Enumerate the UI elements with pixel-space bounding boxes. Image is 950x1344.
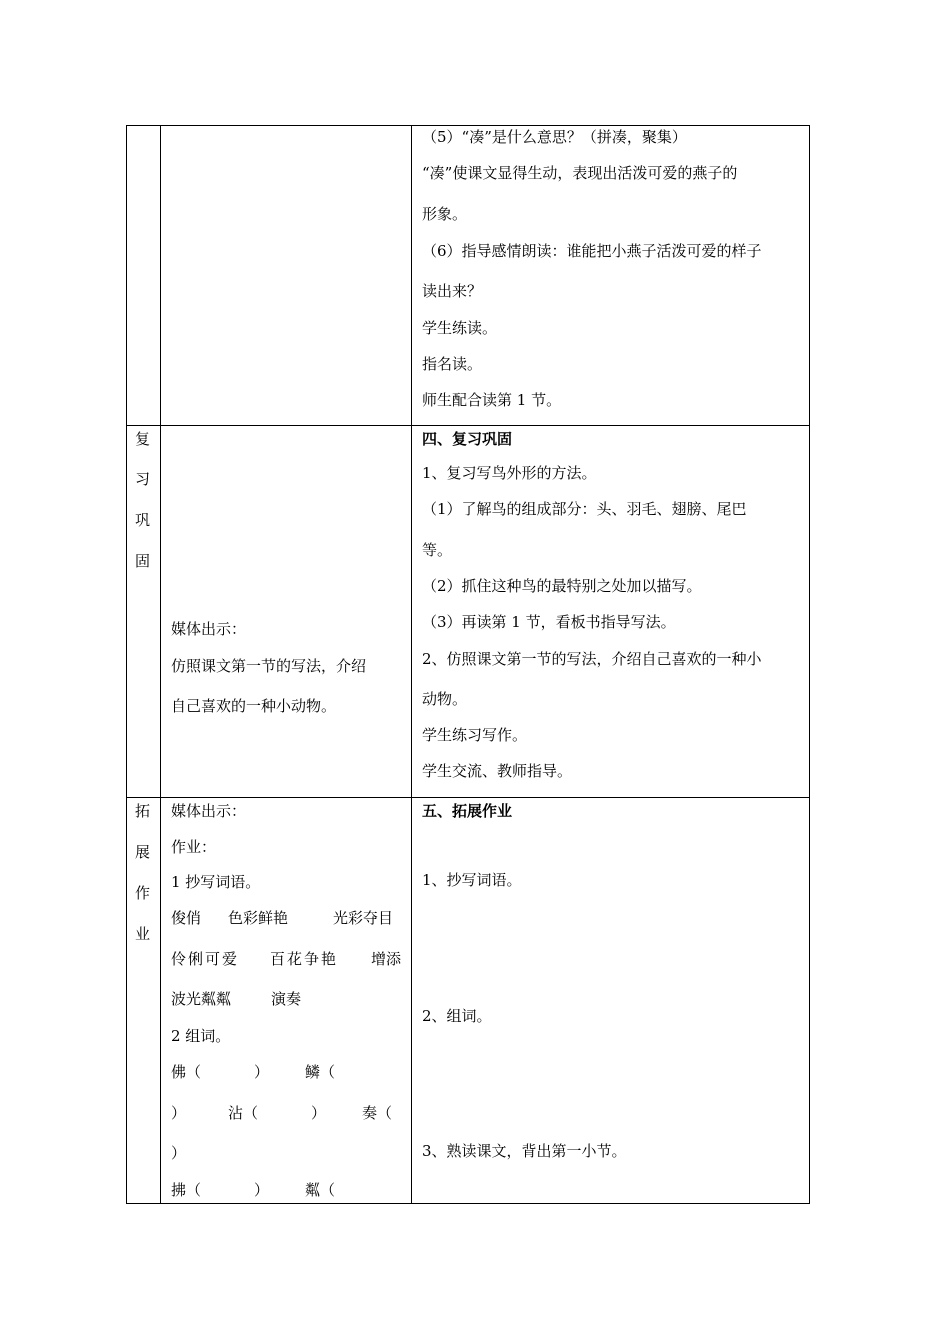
word-building-item: 拂（ bbox=[171, 1181, 202, 1199]
process-line: （6）指导感情朗读：谁能把小燕子活泼可爱的样子 bbox=[422, 242, 762, 260]
process-line: 读出来？ bbox=[422, 282, 483, 300]
vocab-word: 俊俏 bbox=[171, 909, 202, 927]
process-line: 形象。 bbox=[422, 205, 468, 223]
stage-label-char: 业 bbox=[135, 925, 151, 943]
process-line: “凑”使课文显得生动，表现出活泼可爱的燕子的 bbox=[422, 164, 738, 182]
word-building-item: ） bbox=[311, 1104, 327, 1122]
vocab-word: 增添 bbox=[371, 950, 402, 968]
table-border-right bbox=[809, 125, 810, 1204]
stage-label-char: 固 bbox=[135, 552, 151, 570]
section-heading: 五、拓展作业 bbox=[422, 802, 513, 820]
process-line: （3）再读第 1 节，看板书指导写法。 bbox=[422, 613, 676, 631]
stage-label-char: 展 bbox=[135, 843, 151, 861]
process-line: 师生配合读第 1 节。 bbox=[422, 391, 562, 409]
process-line: 学生练读。 bbox=[422, 319, 498, 337]
process-line: （5）“凑”是什么意思？（拼凑，聚集） bbox=[422, 128, 687, 146]
row-divider-1 bbox=[126, 425, 810, 426]
word-building-item: 鳞（ bbox=[305, 1063, 336, 1081]
media-line: 自己喜欢的一种小动物。 bbox=[171, 697, 337, 715]
process-line: 学生练习写作。 bbox=[422, 726, 528, 744]
vocab-word: 伶俐可爱 bbox=[171, 950, 240, 968]
vocab-word: 色彩鲜艳 bbox=[228, 909, 289, 927]
row-divider-2 bbox=[126, 797, 810, 798]
vocab-word: 百花争艳 bbox=[270, 950, 339, 968]
media-line: 1 抄写词语。 bbox=[171, 873, 261, 891]
process-line: （1）了解鸟的组成部分：头、羽毛、翅膀、尾巴 bbox=[422, 500, 747, 518]
vocab-word: 波光粼粼 bbox=[171, 990, 232, 1008]
stage-label-char: 复 bbox=[135, 430, 151, 448]
process-line: （2）抓住这种鸟的最特别之处加以描写。 bbox=[422, 577, 702, 595]
media-line: 作业： bbox=[171, 838, 217, 856]
vocab-word: 光彩夺目 bbox=[333, 909, 394, 927]
table-border-left bbox=[126, 125, 127, 1204]
process-line: 等。 bbox=[422, 541, 453, 559]
table-border-bottom bbox=[126, 1203, 810, 1204]
section-heading: 四、复习巩固 bbox=[422, 430, 513, 448]
word-building-item: ） bbox=[254, 1063, 270, 1081]
stage-label-char: 拓 bbox=[135, 802, 151, 820]
column-divider-2 bbox=[411, 125, 412, 1204]
stage-label-char: 作 bbox=[135, 884, 151, 902]
vocab-word: 演奏 bbox=[271, 990, 302, 1008]
word-building-item: ） bbox=[171, 1104, 187, 1122]
word-building-item: ） bbox=[171, 1144, 187, 1162]
homework-item: 3、熟读课文，背出第一小节。 bbox=[422, 1142, 627, 1160]
process-line: 动物。 bbox=[422, 690, 468, 708]
process-line: 1、复习写鸟外形的方法。 bbox=[422, 464, 597, 482]
homework-item: 2、组词。 bbox=[422, 1007, 492, 1025]
word-building-item: 奏（ bbox=[362, 1104, 393, 1122]
process-line: 2、仿照课文第一节的写法，介绍自己喜欢的一种小 bbox=[422, 650, 762, 668]
media-line: 媒体出示： bbox=[171, 802, 247, 820]
word-building-item: ） bbox=[254, 1181, 270, 1199]
media-line: 2 组词。 bbox=[171, 1027, 231, 1045]
stage-label-char: 巩 bbox=[135, 511, 151, 529]
word-building-item: 佛（ bbox=[171, 1063, 202, 1081]
process-line: 学生交流、教师指导。 bbox=[422, 762, 573, 780]
process-line: 指名读。 bbox=[422, 355, 483, 373]
homework-item: 1、抄写词语。 bbox=[422, 871, 522, 889]
word-building-item: 沾（ bbox=[228, 1104, 259, 1122]
media-line: 仿照课文第一节的写法，介绍 bbox=[171, 657, 367, 675]
stage-label-char: 习 bbox=[135, 470, 151, 488]
word-building-item: 粼（ bbox=[305, 1181, 336, 1199]
column-divider-1 bbox=[160, 125, 161, 1204]
media-line: 媒体出示： bbox=[171, 620, 247, 638]
table-border-top bbox=[126, 125, 810, 126]
